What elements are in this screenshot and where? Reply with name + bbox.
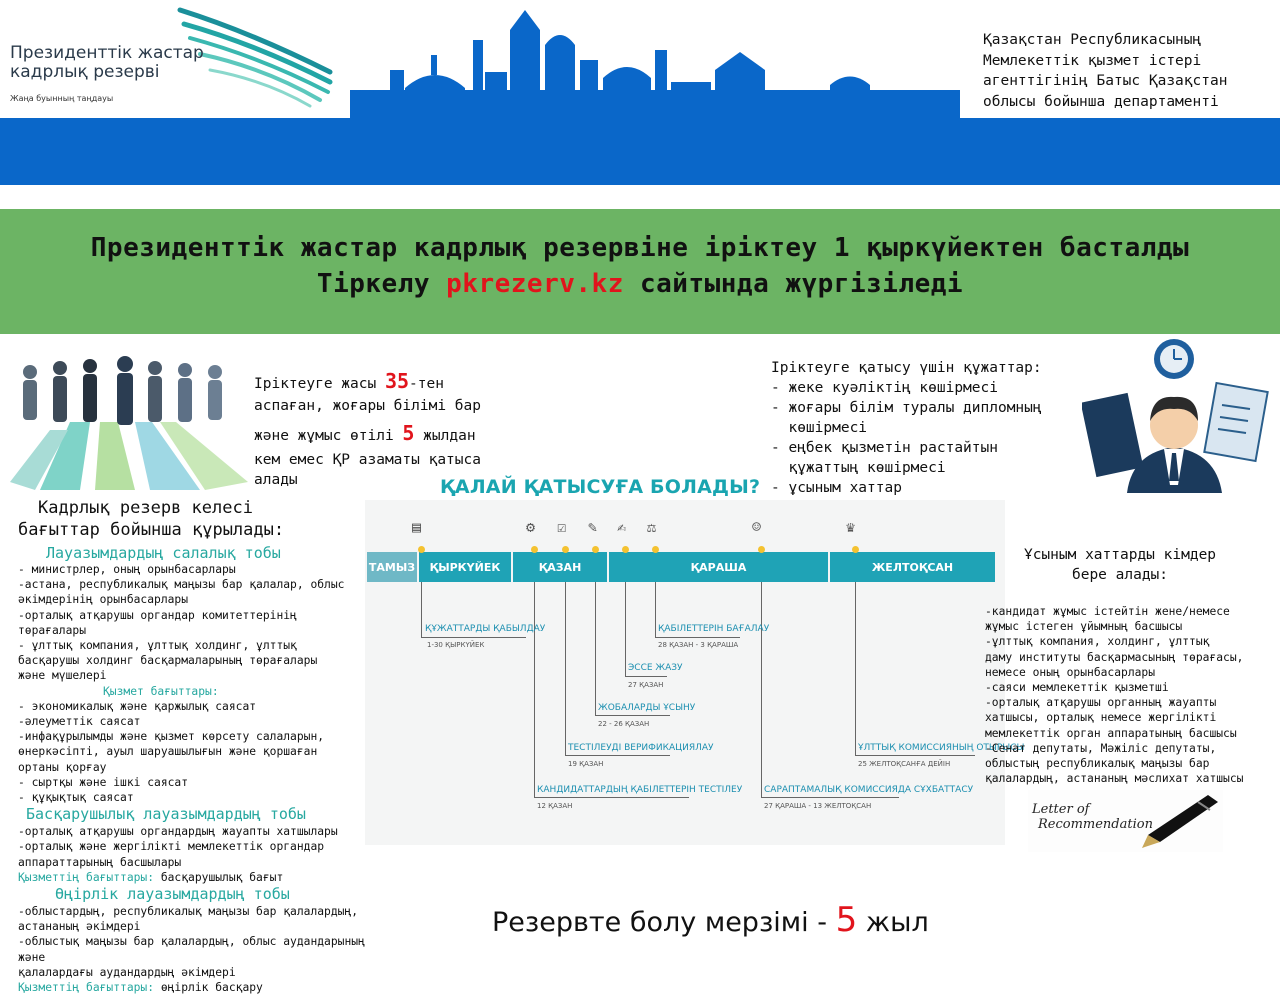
group1-item: - министрлер, оның орынбасарлары (18, 563, 236, 576)
reserve-term-prefix: Резервте болу мерзімі - (492, 907, 836, 938)
letter-of-recommendation-image (1028, 790, 1223, 852)
documents-item: - ұсыным хаттар (771, 480, 902, 496)
recommender-item: облыстың республикалық маңызы бар (985, 757, 1210, 771)
event-date: 22 - 26 ҚАЗАН (598, 720, 650, 728)
event-label: ҚАБІЛЕТТЕРІН БАҒАЛАУ (658, 624, 770, 634)
letter-text (1032, 802, 1153, 832)
group3-item: -облыстардың, республикалық маңызы бар қалалардың, (18, 905, 359, 919)
timeline-dot (622, 546, 629, 553)
timeline-dot (758, 546, 765, 553)
event-label: КАНДИДАТТАРДЫҢ ҚАБІЛЕТТЕРІН ТЕСТІЛЕУ (537, 785, 743, 795)
letter-text-line2: Recommendation (1038, 817, 1153, 832)
event-label: ҚҰЖАТТАРДЫ ҚАБЫЛДАУ (425, 624, 546, 634)
group1-item: -астана, республикалық маңызы бар қалалар, облыс (18, 578, 345, 592)
event-date: 28 ҚАЗАН - 3 ҚАРАША (658, 641, 739, 649)
checklist-icon: ☑ (557, 518, 567, 536)
eligibility-exp-prefix: және жұмыс өтілі (254, 428, 403, 444)
group3-title: Өңірлік лауазымдардың тобы (55, 885, 290, 904)
group3-service-line (18, 980, 378, 995)
timeline-connector (761, 582, 762, 798)
project-icon: ✎ (588, 518, 598, 536)
service-item: ортаны қорғау (18, 760, 107, 774)
month-september: ҚЫРКҮЙЕК (419, 552, 511, 582)
recommender-item: -кандидат жұмыс істейтін жене/немесе (985, 605, 1230, 618)
reserve-term-years: 5 (835, 900, 858, 940)
logo-title-line2: кадрлық резерві (10, 62, 160, 82)
banner-line2-suffix: сайтында жүргізіледі (623, 269, 964, 299)
assessment-icon: ⚖ (647, 518, 657, 536)
timeline-connector (534, 582, 535, 798)
event-label: ҰЛТТЫҚ КОМИССИЯНЫҢ ОТЫРЫСЫ (858, 743, 1025, 753)
group3-item: астананың әкімдері (18, 920, 141, 934)
group1-item: - ұлттық компания, ұлттық холдинг, ұлттық (18, 639, 297, 653)
service-item: - құқықтық саясат (18, 791, 134, 805)
banner-line-2 (0, 269, 1280, 299)
recommender-item: мемлекеттік орган аппаратының басшысы (985, 726, 1237, 740)
documents-item: құжаттың көшірмесі (771, 460, 946, 476)
letter-text-line1: Letter of (1032, 802, 1090, 817)
event-date: 27 ҚАРАША - 13 ЖЕЛТОҚСАН (764, 802, 872, 810)
logo-title-line1: Президенттік жастар (10, 43, 204, 63)
eligibility-age: 35 (384, 369, 410, 393)
timeline-connector (421, 637, 526, 638)
documents-item: - еңбек қызметін растайтын (771, 440, 998, 456)
directions-title-line1: Кадрлық резерв келесі (38, 498, 253, 518)
month-november: ҚАРАША (609, 552, 828, 582)
test-icon: ⚙ (526, 518, 536, 536)
service-item: -инфақұрылымды және қызмет көрсету салаларын, (18, 730, 325, 744)
documents-section (771, 358, 1081, 498)
timeline-connector (595, 582, 596, 716)
website-link[interactable]: pkrezerv.kz (446, 269, 624, 299)
timeline-connector (855, 582, 856, 756)
recommender-item: -Сенат депутаты, Мәжіліс депутаты, (985, 741, 1217, 755)
group1-item: және мүшелері (18, 669, 107, 683)
document-submit-icon: ▤ (412, 518, 422, 536)
group1-item: -орталық атқарушы органдар комитеттерінің (18, 608, 297, 622)
event-date: 25 ЖЕЛТОҚСАНҒА ДЕЙІН (858, 760, 951, 768)
group3-service-label: Қызметтің бағыттары: (18, 981, 155, 995)
recommender-item: қалалардың, астананың мәслихат хатшысы (985, 772, 1244, 786)
event-date: 27 ҚАЗАН (628, 681, 664, 689)
service-title: Қызмет бағыттары: (103, 684, 219, 698)
fountain-pen-icon (1138, 790, 1223, 850)
recommenders-title (1000, 545, 1240, 585)
directions-title-line2: бағыттар бойынша құрылады: (18, 520, 285, 540)
timeline-dot (531, 546, 538, 553)
recommenders-title-line1: Ұсыным хаттарды кімдер (1023, 547, 1217, 563)
recommenders-title-line2: бере алады: (1071, 567, 1169, 583)
timeline-connector (761, 797, 899, 798)
directions-section (18, 497, 363, 541)
timeline-connector (655, 582, 656, 638)
group2-item: -орталық атқарушы органдардың жауапты хатшылары (18, 825, 338, 839)
timeline-title: ҚАЛАЙ ҚАТЫСУҒА БОЛАДЫ? (440, 476, 761, 498)
service-item: -әлеуметтік саясат (18, 715, 141, 729)
timeline-dot (852, 546, 859, 553)
event-date: 19 ҚАЗАН (568, 760, 604, 768)
event-date: 12 ҚАЗАН (537, 802, 573, 810)
service-item: - экономикалық және қаржылық саясат (18, 699, 257, 713)
documents-title: Іріктеуге қатысу үшін құжаттар: (771, 360, 1042, 376)
reserve-term-suffix: жыл (857, 907, 929, 938)
month-december: ЖЕЛТОҚСАН (830, 552, 995, 582)
city-skyline-illustration (345, 0, 965, 120)
timeline-connector (565, 755, 670, 756)
recommender-item: немесе оның орынбасарлары (985, 665, 1156, 679)
eligibility-text (254, 370, 514, 490)
group2-item: аппараттарының басшылары (18, 855, 182, 869)
people-walking-illustration (0, 352, 252, 490)
eligibility-line-2: аспаған, жоғары білімі бар (254, 398, 481, 414)
reserve-term (492, 900, 929, 940)
service-item: - сыртқы және ішкі саясат (18, 775, 189, 789)
timeline-dot (592, 546, 599, 553)
timeline-dot (562, 546, 569, 553)
timeline-connector (625, 582, 626, 677)
timeline-connector (595, 715, 670, 716)
eligibility-line-4: кем емес ҚР азаматы қатыса (254, 452, 481, 468)
banner-line-1: Президенттік жастар кадрлық резервіне іріктеу 1 қыркүйектен басталды (90, 233, 1190, 263)
event-label: ЖОБАЛАРДЫ ҰСЫНУ (598, 703, 696, 713)
eligibility-line-1 (254, 370, 514, 395)
group3-service-value: өңірлік басқару (154, 981, 263, 995)
logo-tagline: Жаңа буынның таңдауы (10, 94, 114, 103)
timeline-connector (625, 676, 667, 677)
event-label: ТЕСТІЛЕУДІ ВЕРИФИКАЦИЯЛАУ (568, 743, 714, 753)
group2-service-line (18, 870, 378, 885)
interview-icon: ☺ (752, 518, 762, 536)
clerk-with-documents-illustration (1082, 335, 1272, 493)
documents-item: көшірмесі (771, 420, 868, 436)
timeline-connector (534, 797, 689, 798)
banner-line2-prefix: Тіркелу (316, 269, 447, 299)
timeline-dot (652, 546, 659, 553)
event-date: 1-30 ҚЫРКҮЙЕК (427, 641, 485, 649)
timeline-connector (855, 755, 975, 756)
month-august: ТАМЫЗ (367, 552, 417, 582)
group1-title: Лауазымдардың салалық тобы (46, 544, 281, 562)
group1-item: әкімдерінің орынбасарлары (18, 593, 189, 607)
eligibility-age-suffix: -тен (409, 376, 444, 392)
recommender-item: -орталық атқарушы органның жауапты (985, 696, 1217, 710)
documents-item: - жоғары білім туралы дипломның (771, 400, 1042, 416)
recommender-item: даму институты басқармасының төрағасы, (985, 650, 1244, 664)
recommenders-list (985, 604, 1277, 786)
recommender-item: хатшысы, орталық немесе жергілікті (985, 711, 1217, 725)
group1-item: төрағалары (18, 623, 87, 637)
group2-service-label: Қызметтің бағыттары: (18, 870, 155, 884)
organization-name: Қазақстан Республикасының Мемлекеттік қызмет істері агенттігінің Батыс Қазақстан облысы бойынша департаменті (983, 32, 1228, 110)
group3-item: қалалардағы аудандардың әкімдері (18, 965, 236, 979)
eligibility-years: 5 (402, 421, 415, 445)
recommender-item: -саяси мемлекеттік қызметші (985, 681, 1169, 695)
group2-service-value: басқарушылық бағыт (154, 870, 284, 884)
logo-title (10, 44, 204, 82)
event-label: САРАПТАМАЛЫҚ КОМИССИЯДА СҰХБАТТАСУ (764, 785, 974, 795)
eligibility-line-3 (254, 419, 514, 450)
commission-icon: ♛ (846, 518, 856, 536)
eligibility-age-prefix: Іріктеуге жасы (254, 376, 385, 392)
group3-item: -облыстық маңызы бар қалалардың, облыс аудандарының және (18, 935, 365, 964)
recommender-item: -ұлттық компания, холдинг, ұлттық (985, 635, 1210, 649)
group1-section (18, 544, 378, 995)
timeline-connector (655, 637, 740, 638)
timeline-connector (421, 582, 422, 638)
timeline-dot (418, 546, 425, 553)
documents-item: - жеке куәліктің көшірмесі (771, 380, 998, 396)
service-item: өнеркәсіпті, ауыл шаруашылығын және қоршаған (18, 745, 318, 759)
group2-title: Басқарушылық лауазымдардың тобы (26, 805, 306, 824)
header-blue-band (0, 118, 1280, 185)
group1-item: басқарушы холдинг басқармаларының төрағалары (18, 654, 318, 668)
month-october: ҚАЗАН (513, 552, 607, 582)
logo-area (0, 0, 340, 110)
group2-item: -орталық және жергілікті мемлекеттік органдар (18, 840, 325, 854)
essay-icon: ✍ (617, 518, 627, 536)
timeline-connector (565, 582, 566, 756)
eligibility-exp-suffix: жылдан (414, 428, 476, 444)
eligibility-line-5: алады (254, 472, 298, 488)
recommender-item: жұмыс істеген ұйымның басшысы (985, 620, 1183, 634)
event-label: ЭССЕ ЖАЗУ (628, 663, 683, 673)
